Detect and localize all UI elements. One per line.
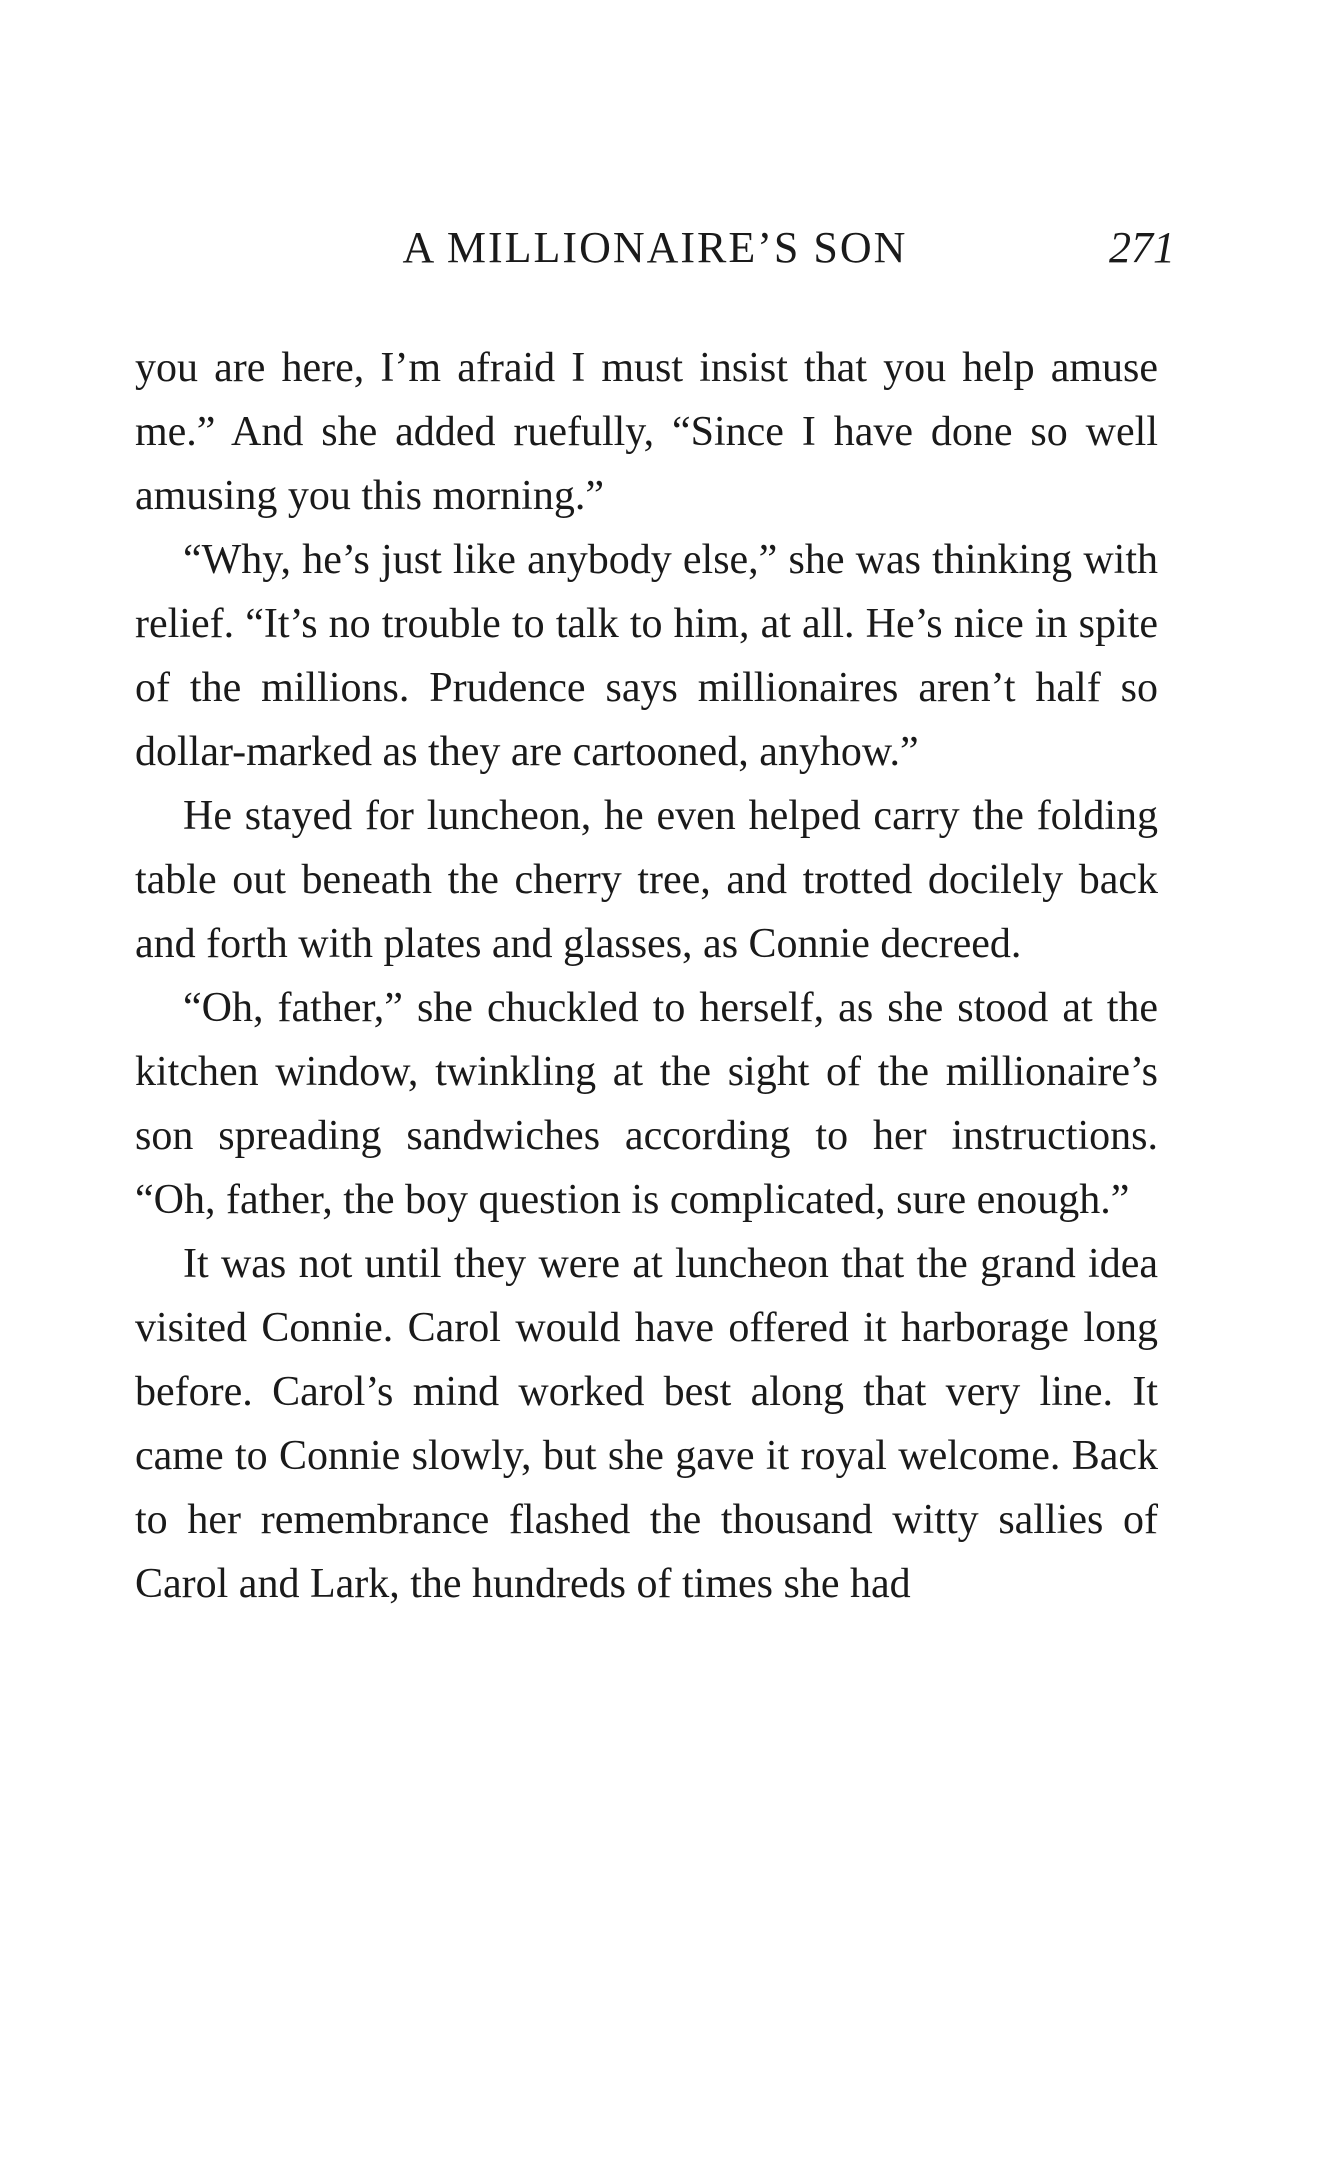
page-number: 271 (1109, 223, 1175, 272)
body-text (135, 336, 1158, 1616)
page-header (135, 218, 1175, 278)
paragraph-4: “Oh, father,” she chuckled to herself, as she stood at the kitchen window, twinkling at the sight of the millionaire’s son spreading sandwiches according to her instructions. “Oh, father, the boy question is complicated, sure enough.” (135, 985, 1158, 1223)
paragraph-1: you are here, I’m afraid I must insist that you help amuse me.” And she added ruefully, “Since I have done so well amusing you this morning.” (135, 345, 1158, 519)
paragraph-5: It was not until they were at luncheon that the grand idea visited Connie. Carol would have offered it harborage long before. Carol’s mind worked best along that very line. It came to Connie slowly, but she gave it royal welcome. Back to her remembrance flashed the thousand witty sallies of Carol and Lark, the hundreds of times she had (135, 1241, 1158, 1607)
running-title: A MILLIONAIRE’S SON (402, 223, 908, 272)
paragraph-2: “Why, he’s just like anybody else,” she was thinking with relief. “It’s no trouble to talk to him, at all. He’s nice in spite of the millions. Prudence says millionaires aren’t half so dollar-marked as they are cartooned, anyhow.” (135, 537, 1158, 775)
paragraph-3: He stayed for luncheon, he even helped carry the folding table out beneath the cherry tree, and trotted docilely back and forth with plates and glasses, as Connie decreed. (135, 793, 1158, 967)
